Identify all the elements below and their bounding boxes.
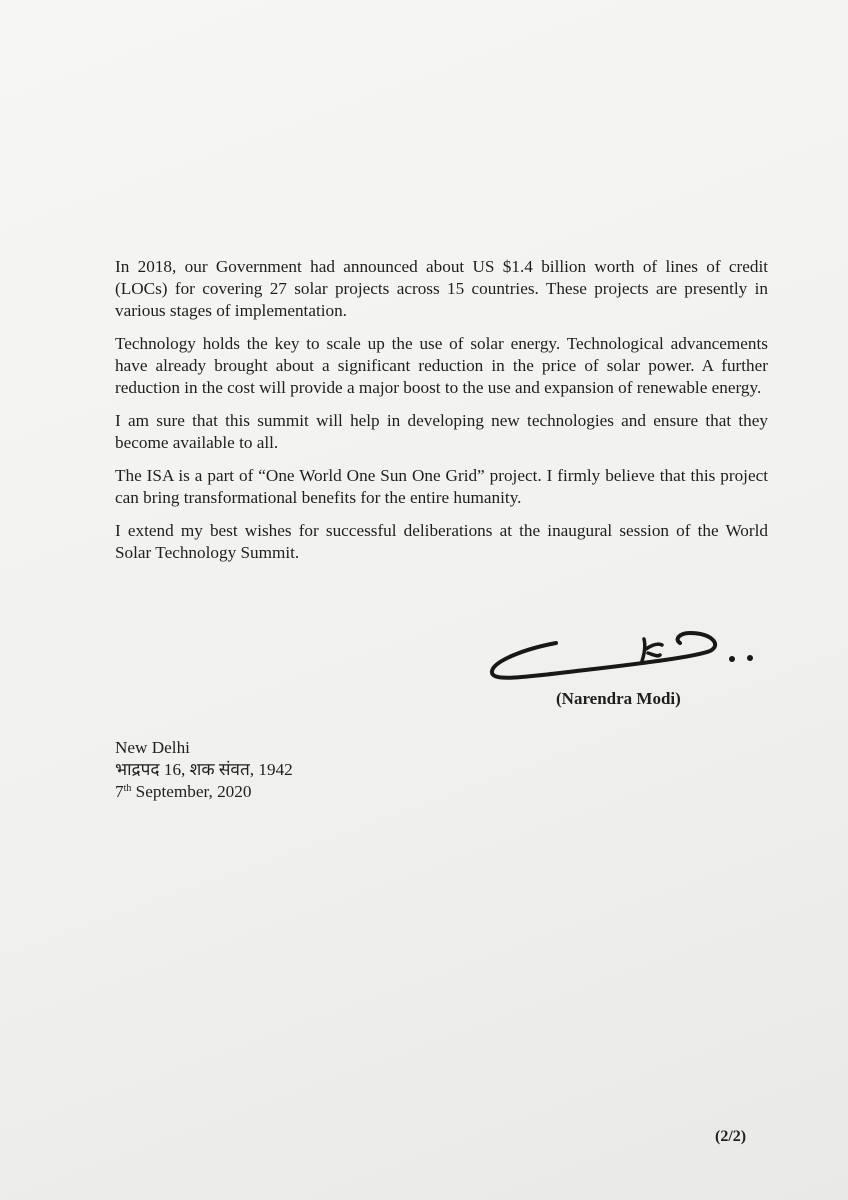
paragraph-best-wishes: I extend my best wishes for successful deliberations at the inaugural session of the World Solar Technology Summit. — [115, 521, 768, 562]
signatory-name: (Narendra Modi) — [556, 689, 681, 708]
date-day: 7 — [115, 782, 124, 801]
letter-body — [115, 256, 768, 575]
date-month-year: September, 2020 — [131, 782, 252, 801]
page-number: (2/2) — [715, 1128, 747, 1145]
place-date-block — [115, 737, 293, 803]
paragraph-lines-of-credit: In 2018, our Government had announced about US $1.4 billion worth of lines of credit (LOCs) for covering 27 solar projects across 15 countries. These projects are presently in various stages of implementation. — [115, 257, 768, 320]
place-city: New Delhi — [115, 738, 190, 757]
paragraph-technology: Technology holds the key to scale up the use of solar energy. Technological advancements have already brought about a significant reduction in the price of solar power. A further reduction in the cost will provide a major boost to the use and expansion of renewable energy. — [115, 334, 768, 397]
paragraph-summit: I am sure that this summit will help in developing new technologies and ensure that they become available to all. — [115, 411, 768, 452]
handwritten-signature — [484, 625, 766, 687]
paragraph-isa: The ISA is a part of “One World One Sun One Grid” project. I firmly believe that this project can bring transformational benefits for the entire humanity. — [115, 466, 768, 507]
hindi-date: भाद्रपद 16, शक संवत, 1942 — [115, 760, 293, 779]
date-day-suffix: th — [123, 783, 132, 794]
english-date — [115, 781, 293, 803]
